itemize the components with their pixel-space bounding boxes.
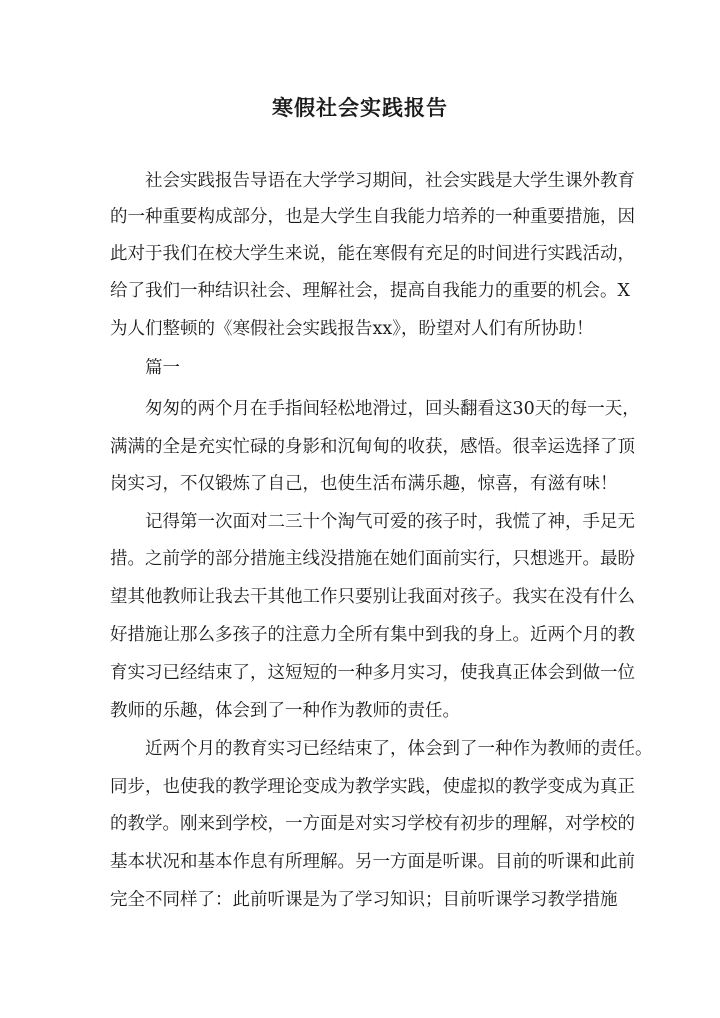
paragraph-line: 岗实习，不仅锻炼了自己，也使生活布满乐趣，惊喜，有滋有味！ (110, 474, 618, 494)
paragraph-line: 的一种重要构成部分，也是大学生自我能力培养的一种重要措施，因 (110, 207, 635, 227)
paragraph-line: 记得第一次面对二三十个淘气可爱的孩子时，我慌了神，手足无 (145, 512, 635, 532)
paragraph-line: 的教学。刚来到学校，一方面是对实习学校有初步的理解，对学校的 (110, 814, 635, 834)
paragraph-line: 基本状况和基本作息有所理解。另一方面是听课。目前的听课和此前 (110, 852, 635, 872)
paragraph-line: 措。之前学的部分措施主线没措施在她们面前实行，只想逃开。最盼 (110, 549, 635, 569)
paragraph-line: 同步，也使我的教学理论变成为教学实践，使虚拟的教学变成为真正 (110, 777, 635, 797)
paragraph-line: 匆匆的两个月在手指间轻松地滑过，回头翻看这30天的每一天， (145, 399, 640, 419)
paragraph-line: 满满的全是充实忙碌的身影和沉甸甸的收获，感悟。很幸运选择了顶 (110, 437, 635, 457)
section-heading: 篇一 (145, 358, 180, 378)
paragraph-line: 育实习已经结束了，这短短的一种多月实习，使我真正体会到做一位 (110, 663, 635, 683)
paragraph-line: 此对于我们在校大学生来说，能在寒假有充足的时间进行实践活动， (110, 244, 635, 264)
paragraph-line: 社会实践报告导语在大学学习期间，社会实践是大学生课外教育 (145, 171, 635, 191)
paragraph-line: 给了我们一种结识社会、理解社会，提高自我能力的重要的机会。X (110, 281, 630, 301)
paragraph-line: 望其他教师让我去干其他工作只要别让我面对孩子。我实在没有什么 (110, 587, 635, 607)
paragraph-line: 好措施让那么多孩子的注意力全所有集中到我的身上。近两个月的教 (110, 625, 635, 645)
document-title: 寒假社会实践报告 (272, 95, 448, 120)
paragraph-line: 为人们整顿的《寒假社会实践报告xx》，盼望对人们有所协助！ (110, 319, 594, 339)
paragraph-line: 教师的乐趣，体会到了一种作为教师的责任。 (110, 701, 460, 721)
paragraph-line: 近两个月的教育实习已经结束了，体会到了一种作为教师的责任。 (145, 739, 653, 759)
paragraph-line: 完全不同样了：此前听课是为了学习知识；目前听课学习教学措施 (110, 890, 618, 910)
